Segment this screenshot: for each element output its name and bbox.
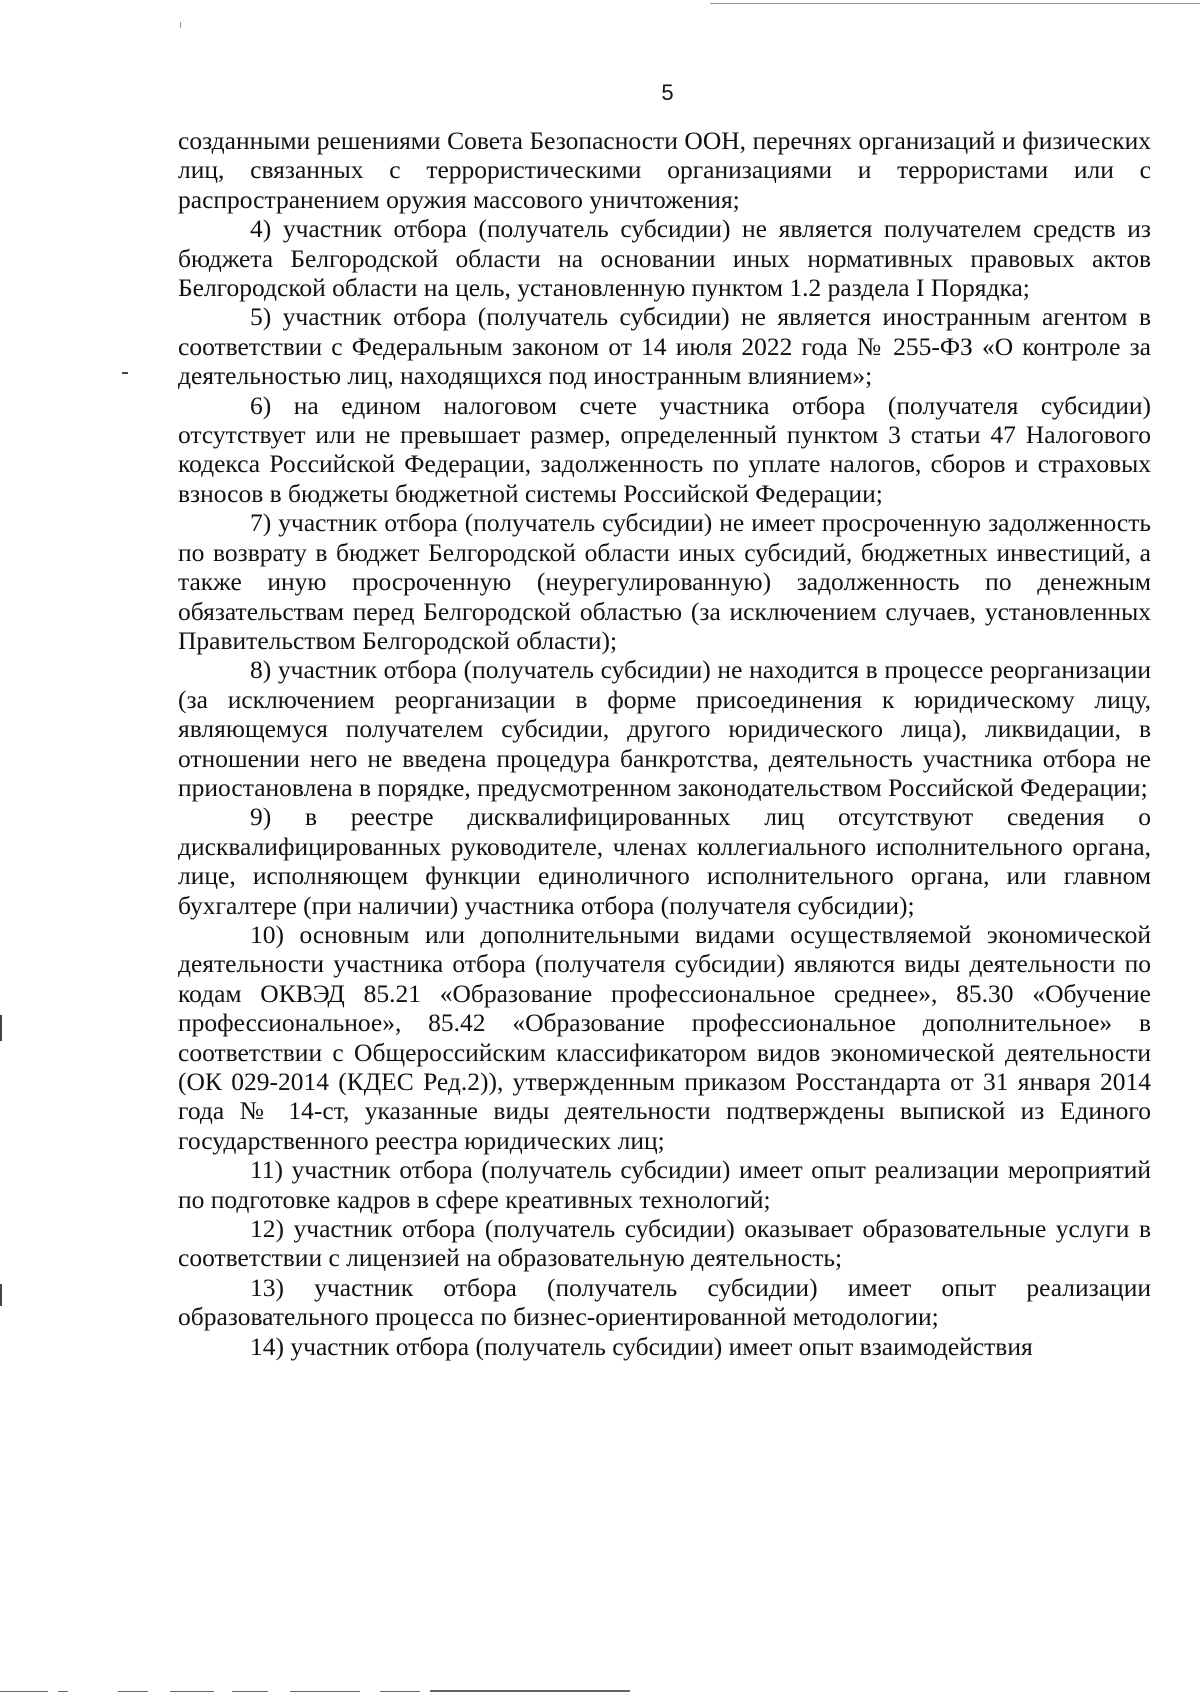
list-item-6: 6) на едином налоговом счете участника отбора (получателя субсидии) отсутствует или не превышает размер, определенный пунктом 3 статьи 47 Налогового кодекса Российской Федерации, задолженность по уплате налогов, сборов и страховых взносов в бюджеты бюджетной системы Российской Федерации; xyxy=(178,390,1151,508)
list-item-5: 5) участник отбора (получатель субсидии) не является иностранным агентом в соответствии с Федеральным законом от 14 июля 2022 года № 255-ФЗ «О контроле за деятельностью лиц, находящихся под иностранным влиянием»; xyxy=(178,302,1151,391)
document-body xyxy=(178,126,1151,1361)
list-item-8: 8) участник отбора (получатель субсидии) не находится в процессе реорганизации (за исключением реорганизации в форме присоединения к юридическому лицу, являющемуся получателем субсидии, другого юридического лица), ликвидации, в отношении него не введена процедура банкротства, деятельность участника отбора не приостановлена в порядке, предусмотренном законодательством Российской Федерации; xyxy=(178,655,1151,802)
scan-margin-mark xyxy=(180,22,181,28)
list-item-10: 10) основным или дополнительными видами осуществляемой экономической деятельности участника отбора (получателя субсидии) являются виды деятельности по кодам ОКВЭД 85.21 «Образование профессиональное среднее», 85.30 «Обучение профессиональное», 85.42 «Образование профессиональное дополнительное» в соответствии с Общероссийским классификатором видов экономической деятельности (ОК 029-2014 (КДЕС Ред.2)), утвержденным приказом Росстандарта от 31 января 2014 года № 14-ст, указанные виды деятельности подтверждены выпиской из Единого государственного реестра юридических лиц; xyxy=(178,919,1151,1155)
list-item-11: 11) участник отбора (получатель субсидии) имеет опыт реализации мероприятий по подготовке кадров в сфере креативных технологий; xyxy=(178,1155,1151,1214)
scan-margin-mark xyxy=(0,1015,2,1041)
scan-top-edge-line xyxy=(710,3,1200,4)
list-item-13: 13) участник отбора (получатель субсидии) имеет опыт реализации образовательного процесса по бизнес-ориентированной методологии; xyxy=(178,1272,1151,1332)
list-item-4: 4) участник отбора (получатель субсидии) не является получателем средств из бюджета Белгородской области на основании иных нормативных правовых актов Белгородской области на цель, установленную пунктом 1.2 раздела I Порядка; xyxy=(178,214,1151,303)
list-item-7: 7) участник отбора (получатель субсидии) не имеет просроченную задолженность по возврату в бюджет Белгородской области иных субсидий, бюджетных инвестиций, а также иную просроченную (неурегулированную) задолженность по денежным обязательствам перед Белгородской областью (за исключением случаев, установленных Правительством Белгородской области); xyxy=(178,508,1151,655)
list-item-9: 9) в реестре дисквалифицированных лиц отсутствуют сведения о дисквалифицированных руководителе, членах коллегиального исполнительного органа, лице, исполняющем функции единоличного исполнительного органа, или главном бухгалтере (при наличии) участника отбора (получателя субсидии); xyxy=(178,802,1151,920)
list-item-12: 12) участник отбора (получатель субсидии) оказывает образовательные услуги в соответствии с лицензией на образовательную деятельность; xyxy=(178,1214,1151,1273)
scan-margin-mark xyxy=(122,372,128,374)
page-number: 5 xyxy=(661,80,674,105)
scan-bottom-artifacts xyxy=(0,1688,680,1696)
paragraph-continuation: созданными решениями Совета Безопасности ООН, перечнях организаций и физических лиц, связанных с террористическими организациями и террористами или с распространением оружия массового уничтожения; xyxy=(178,126,1151,214)
list-item-14: 14) участник отбора (получатель субсидии) имеет опыт взаимодействия xyxy=(250,1331,1033,1361)
scan-margin-mark xyxy=(0,1284,2,1306)
